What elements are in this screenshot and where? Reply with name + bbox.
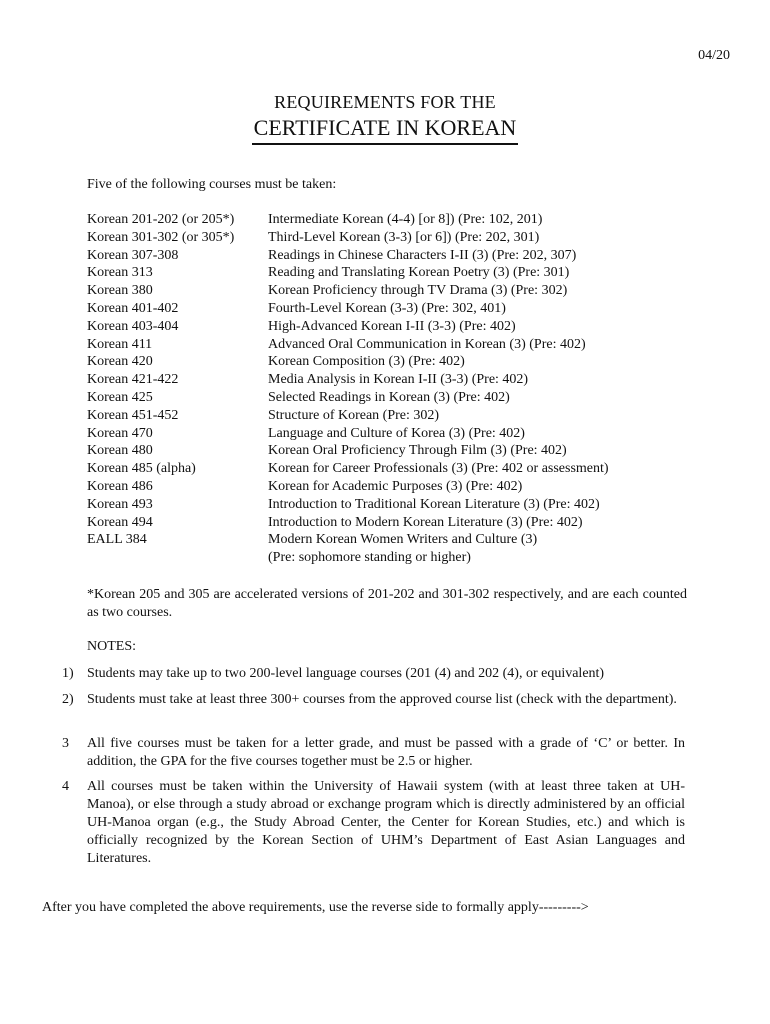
course-code: Korean 411 bbox=[87, 336, 153, 352]
course-code: Korean 401-402 bbox=[87, 300, 179, 316]
course-description: Korean Composition (3) (Pre: 402) bbox=[268, 354, 465, 370]
course-list bbox=[87, 211, 707, 567]
course-description: (Pre: sophomore standing or higher) bbox=[268, 550, 471, 566]
course-description: Selected Readings in Korean (3) (Pre: 402) bbox=[268, 389, 510, 405]
course-row bbox=[87, 247, 707, 265]
course-description: Introduction to Traditional Korean Literature (3) (Pre: 402) bbox=[268, 496, 600, 512]
course-code: Korean 494 bbox=[87, 514, 153, 530]
course-row bbox=[87, 442, 707, 460]
course-description: Fourth-Level Korean (3-3) (Pre: 302, 401) bbox=[268, 300, 506, 316]
course-description: Intermediate Korean (4-4) [or 8]) (Pre: 102, 201) bbox=[268, 212, 543, 227]
course-code: Korean 485 (alpha) bbox=[87, 461, 196, 477]
course-row bbox=[87, 229, 707, 247]
course-code: Korean 307-308 bbox=[87, 247, 179, 263]
note-number: 2) bbox=[62, 692, 74, 707]
course-description: High-Advanced Korean I-II (3-3) (Pre: 402) bbox=[268, 318, 516, 334]
course-row bbox=[87, 211, 707, 229]
course-code: Korean 380 bbox=[87, 283, 153, 299]
course-description: Korean Proficiency through TV Drama (3) (Pre: 302) bbox=[268, 283, 568, 299]
course-row bbox=[87, 389, 707, 407]
course-code: Korean 486 bbox=[87, 478, 153, 494]
course-code: Korean 451-452 bbox=[87, 407, 179, 423]
course-row bbox=[87, 300, 707, 318]
footnote: *Korean 205 and 305 are accelerated versions of 201-202 and 301-302 respectively, and are each counted as two courses. bbox=[87, 587, 687, 620]
course-row bbox=[87, 264, 707, 282]
course-code: EALL 384 bbox=[87, 532, 147, 548]
course-description: Structure of Korean (Pre: 302) bbox=[268, 407, 440, 423]
course-row bbox=[87, 318, 707, 336]
course-code: Korean 313 bbox=[87, 265, 153, 281]
note-number: 3 bbox=[62, 736, 69, 751]
title-line-1: REQUIREMENTS FOR THE bbox=[274, 92, 496, 112]
note-number: 4 bbox=[62, 779, 69, 794]
course-description: Third-Level Korean (3-3) [or 6]) (Pre: 202, 301) bbox=[268, 229, 540, 245]
note-text: All five courses must be taken for a letter grade, and must be passed with a grade of ‘C’ or better. In addition, the GPA for the five courses together must be 2.5 or higher. bbox=[87, 736, 685, 769]
course-code: Korean 421-422 bbox=[87, 372, 179, 388]
course-description: Readings in Chinese Characters I-II (3) (Pre: 202, 307) bbox=[268, 247, 577, 263]
course-code: Korean 480 bbox=[87, 443, 153, 459]
course-row bbox=[87, 460, 707, 478]
course-row bbox=[87, 514, 707, 532]
note-text: All courses must be taken within the University of Hawaii system (with at least three taken at UH-Manoa), or else through a study abroad or exchange program which is directly administered by an official UH-Manoa organ (e.g., the Study Abroad Center, the Center for Korean Studies, etc.) and which is officially recognized by the Korean Section of UHM’s Department of East Asian Languages and Literatures. bbox=[87, 779, 685, 866]
course-row bbox=[87, 371, 707, 389]
course-code: Korean 425 bbox=[87, 389, 153, 405]
course-description: Advanced Oral Communication in Korean (3) (Pre: 402) bbox=[268, 336, 586, 352]
course-code: Korean 301-302 (or 305*) bbox=[87, 229, 235, 245]
course-row bbox=[87, 336, 707, 354]
course-row bbox=[87, 353, 707, 371]
course-code: Korean 493 bbox=[87, 496, 153, 512]
page-title bbox=[0, 115, 770, 145]
course-description: Reading and Translating Korean Poetry (3) (Pre: 301) bbox=[268, 265, 570, 281]
intro-text: Five of the following courses must be taken: bbox=[87, 177, 337, 192]
course-row bbox=[87, 425, 707, 443]
course-description: Language and Culture of Korea (3) (Pre: 402) bbox=[268, 425, 525, 441]
note-text: Students may take up to two 200-level language courses (201 (4) and 202 (4), or equivalent) bbox=[87, 666, 605, 681]
course-description: Introduction to Modern Korean Literature (3) (Pre: 402) bbox=[268, 514, 583, 530]
course-row-continuation bbox=[87, 549, 707, 567]
course-code: Korean 420 bbox=[87, 354, 153, 370]
course-code: Korean 201-202 (or 205*) bbox=[87, 212, 235, 227]
title-line-2: CERTIFICATE IN KOREAN bbox=[252, 115, 519, 145]
note-number: 1) bbox=[62, 666, 74, 681]
course-row bbox=[87, 531, 707, 549]
course-description: Modern Korean Women Writers and Culture (3) bbox=[268, 532, 538, 548]
course-code bbox=[87, 549, 268, 567]
course-code: Korean 470 bbox=[87, 425, 153, 441]
course-code: Korean 403-404 bbox=[87, 318, 179, 334]
course-row bbox=[87, 478, 707, 496]
course-description: Korean Oral Proficiency Through Film (3) (Pre: 402) bbox=[268, 443, 567, 459]
course-description: Korean for Academic Purposes (3) (Pre: 402) bbox=[268, 478, 523, 494]
apply-instruction: After you have completed the above requirements, use the reverse side to formally apply---------> bbox=[42, 900, 589, 915]
note-text: Students must take at least three 300+ courses from the approved course list (check with the department). bbox=[87, 692, 677, 707]
notes-heading: NOTES: bbox=[87, 639, 136, 654]
course-row bbox=[87, 407, 707, 425]
course-description: Korean for Career Professionals (3) (Pre: 402 or assessment) bbox=[268, 461, 609, 477]
document-date: 04/20 bbox=[698, 48, 730, 63]
course-description: Media Analysis in Korean I-II (3-3) (Pre: 402) bbox=[268, 372, 529, 388]
course-row bbox=[87, 282, 707, 300]
course-row bbox=[87, 496, 707, 514]
